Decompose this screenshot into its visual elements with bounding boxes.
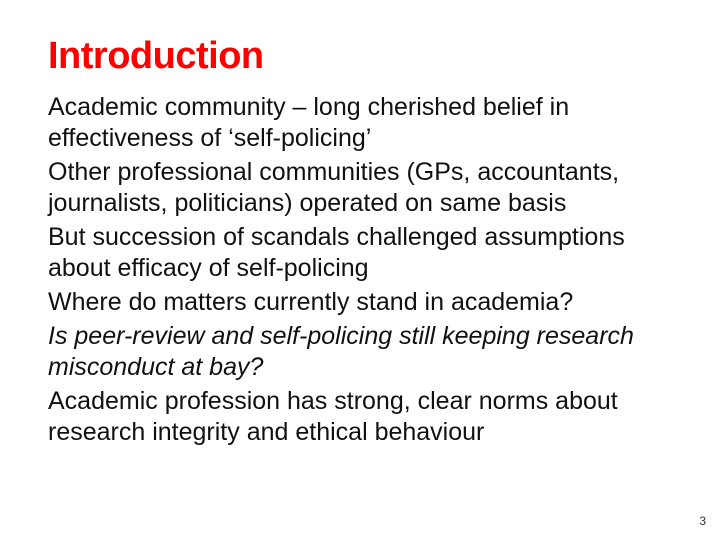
slide-title: Introduction xyxy=(48,35,264,77)
paragraph-line: research integrity and ethical behaviour xyxy=(48,418,485,446)
paragraph-line: Other professional communities (GPs, accountants, xyxy=(48,158,620,186)
paragraph-line: journalists, politicians) operated on same basis xyxy=(48,189,567,217)
paragraph-self-policing-belief xyxy=(48,92,716,154)
paragraph-line: misconduct at bay? xyxy=(48,353,264,381)
paragraph-current-state xyxy=(48,287,716,318)
paragraph-line: Where do matters currently stand in academia? xyxy=(48,288,574,316)
paragraph-scandals xyxy=(48,222,716,284)
paragraph-line: about efficacy of self-policing xyxy=(48,254,369,282)
page-number: 3 xyxy=(699,514,706,528)
paragraph-line: Academic community – long cherished belief in xyxy=(48,93,570,121)
paragraph-other-professions xyxy=(48,157,716,219)
paragraph-line: Is peer-review and self-policing still keeping research xyxy=(48,322,634,350)
paragraph-line: Academic profession has strong, clear norms about xyxy=(48,387,618,415)
paragraph-line: effectiveness of ‘self-policing’ xyxy=(48,124,372,152)
slide-body xyxy=(48,92,716,451)
paragraph-norms xyxy=(48,386,716,448)
paragraph-line: But succession of scandals challenged assumptions xyxy=(48,223,625,251)
paragraph-peer-review-question xyxy=(48,321,716,383)
